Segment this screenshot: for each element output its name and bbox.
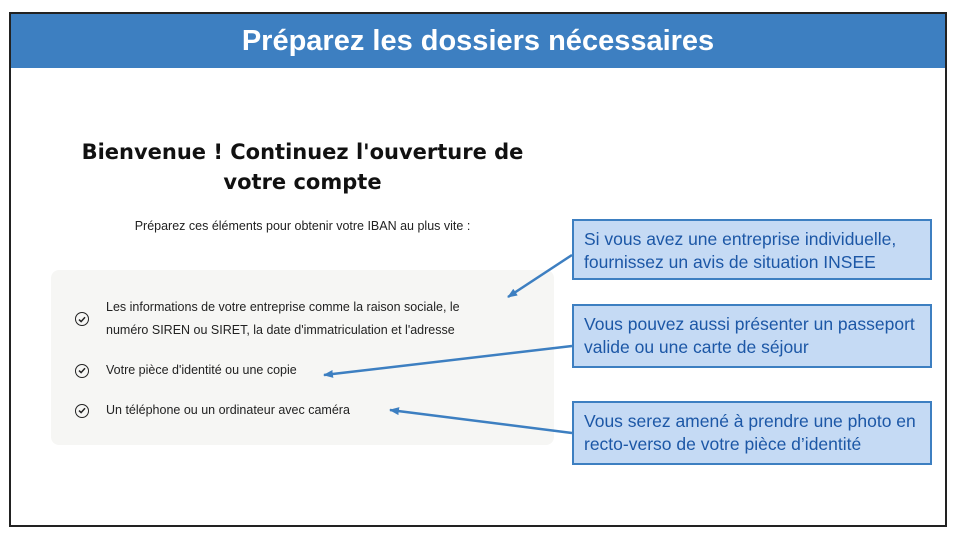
check-circle-icon: [75, 404, 89, 418]
checklist-panel: [51, 270, 554, 445]
callout-passport: Vous pouvez aussi présenter un passeport valide ou une carte de séjour: [572, 304, 932, 368]
page-header: [11, 14, 945, 68]
checklist-item-text: Les informations de votre entreprise comme la raison sociale, le numéro SIREN ou SIRET, la date d'immatriculation et l'adresse: [106, 300, 460, 337]
check-circle-icon: [75, 312, 89, 326]
callout-photo: Vous serez amené à prendre une photo en recto-verso de votre pièce d’identité: [572, 401, 932, 465]
checklist-item: [75, 296, 495, 342]
checklist-item-text: Votre pièce d'identité ou une copie: [106, 363, 297, 377]
checklist-item-text: Un téléphone ou un ordinateur avec caméra: [106, 403, 350, 417]
page-title: Préparez les dossiers nécessaires: [241, 25, 715, 57]
welcome-title: Bienvenue ! Continuez l'ouverture de votre compte: [81, 140, 524, 194]
callout-insee: Si vous avez une entreprise individuelle, fournissez un avis de situation INSEE: [572, 219, 932, 280]
welcome-subtitle: Préparez ces éléments pour obtenir votre IBAN au plus vite :: [134, 219, 471, 233]
checklist-item: [75, 359, 297, 382]
checklist-item: [75, 399, 350, 422]
check-circle-icon: [75, 364, 89, 378]
